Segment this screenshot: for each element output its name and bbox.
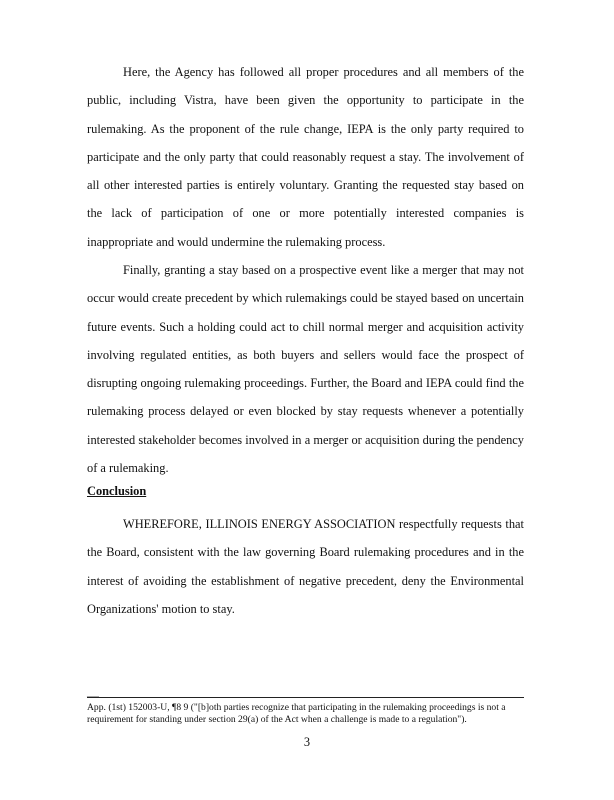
paragraph-text: WHEREFORE, ILLINOIS ENERGY ASSOCIATION respectfully requests that the Board, consistent with the law governing Board rulemaking procedures and in the interest of avoiding the establishment of negative precedent, deny the Environmental Organizations' motion to stay. [87,517,524,616]
section-heading-conclusion: Conclusion [87,484,147,498]
paragraph-text: Finally, granting a stay based on a prospective event like a merger that may not occur would create precedent by which rulemakings could be stayed based on uncertain future events. Such a holding could act to chill normal merger and acquisition activity involving regulated entities, as both buyers and sellers would face the prospect of disrupting ongoing rulemaking proceedings. Further, the Board and IEPA could find the rulemaking process delayed or even blocked by stay requests whenever a potentially interested stakeholder becomes involved in a merger or acquisition during the pendency of a rulemaking. [87,263,524,476]
footnote-separator [87,697,524,698]
footnote-text: App. (1st) 152003-U, ¶8 9 ("[b]oth parties recognize that participating in the rulemaking proceedings is not a requirement for standing under section 29(a) of the Act when a challenge is made to a regulation"). [87,702,506,725]
footnote-rule-mark: ___ [87,689,99,698]
paragraph-text: Here, the Agency has followed all proper procedures and all members of the public, including Vistra, have been given the opportunity to participate in the rulemaking. As the proponent of the rule change, IEPA is the only party required to participate and the only party that could reasonably request a stay. The involvement of all other interested parties is entirely voluntary. Granting the requested stay based on the lack of participation of one or more potentially interested companies is inappropriate and would undermine the rulemaking process. [87,65,524,249]
body-paragraph-precedent [87,256,524,482]
body-paragraph-procedures [87,58,524,256]
body-paragraph-wherefore [87,510,524,623]
page-number: 3 [303,735,311,749]
